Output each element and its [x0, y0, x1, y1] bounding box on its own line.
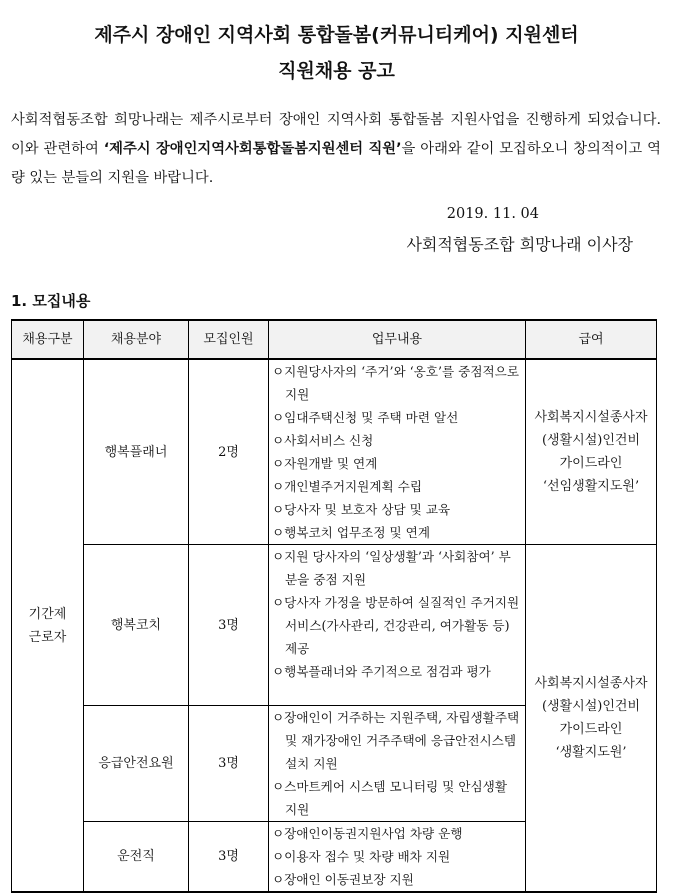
- field-cell: 행복코치: [84, 545, 189, 706]
- intro-paragraph: [11, 106, 661, 193]
- duty-item: ㅇ장애인 이동권보장 지원: [272, 872, 414, 887]
- header-field: 채용분야: [84, 320, 189, 359]
- salary-cell: 사회복지시설종사자 (생활시설)인건비 가이드라인 ‘생활지도원’: [526, 545, 657, 893]
- intro-text-1: 사회적협동조합 희망나래는 제주시로부터 장애인 지역사회 통합돌봄 지원사업을 진행하게 되었습니다. 이와 관련하여: [11, 112, 661, 157]
- header-duties: 업무내용: [269, 320, 526, 359]
- intro-text-2: 을 아래와 같이 모집하오니 창의적이고 역량 있는 분들의 지원을 바랍니다.: [11, 141, 661, 186]
- organization-signature: 사회적협동조합 희망나래 이사장: [406, 235, 633, 254]
- page-title: 제주시 장애인 지역사회 통합돌봄(커뮤니티케어) 지원센터: [94, 24, 579, 46]
- duty-item: ㅇ행복코치 업무조정 및 연계: [272, 525, 430, 540]
- duty-item: ㅇ당사자 가정을 방문하여 실질적인 주거지원서비스(가사관리, 건강관리, 여가활동 등)제공: [272, 595, 520, 656]
- salary-cell: 사회복지시설종사자 (생활시설)인건비 가이드라인 ‘선임생활지도원’: [526, 359, 657, 545]
- header-salary: 급여: [526, 320, 657, 359]
- header-count: 모집인원: [189, 320, 269, 359]
- duties-cell: [269, 822, 526, 893]
- count-cell: 3명: [189, 706, 269, 822]
- duty-item: ㅇ지원 당사자의 ‘일상생활’과 ‘사회참여’ 부분을 중점 지원: [272, 549, 511, 587]
- table-header-row: [12, 320, 657, 359]
- duty-item: ㅇ장애인이 거주하는 지원주택, 자립생활주택 및 재가장애인 거주주택에 응급안전시스템 설치 지원: [272, 710, 520, 771]
- duty-item: ㅇ사회서비스 신청: [272, 433, 374, 448]
- duty-item: ㅇ이용자 접수 및 차량 배차 지원: [272, 849, 451, 864]
- count-cell: 3명: [189, 822, 269, 893]
- duties-cell: [269, 545, 526, 706]
- table-row: [12, 359, 657, 545]
- count-cell: 2명: [189, 359, 269, 545]
- duty-item: ㅇ장애인이동권지원사업 차량 운행: [272, 826, 463, 841]
- table-row: [12, 545, 657, 706]
- count-cell: 3명: [189, 545, 269, 706]
- category-cell: 기간제 근로자: [12, 359, 84, 892]
- duty-item: ㅇ지원당사자의 ‘주거’와 ‘옹호’를 중점적으로 지원: [272, 364, 520, 402]
- duty-item: ㅇ스마트케어 시스템 모니터링 및 안심생활 지원: [272, 779, 507, 817]
- recruitment-table: [11, 319, 657, 893]
- header-category: 채용구분: [12, 320, 84, 359]
- duty-item: ㅇ개인별주거지원계획 수립: [272, 479, 422, 494]
- duty-item: ㅇ행복플래너와 주기적으로 점검과 평가: [272, 664, 491, 679]
- duty-item: ㅇ당사자 및 보호자 상담 및 교육: [272, 502, 451, 517]
- section-title: 1. 모집내용: [11, 292, 91, 310]
- duty-item: ㅇ자원개발 및 연계: [272, 456, 378, 471]
- duty-item: ㅇ임대주택신청 및 주택 마련 알선: [272, 410, 459, 425]
- announcement-date: 2019. 11. 04: [446, 206, 539, 222]
- field-cell: 행복플래너: [84, 359, 189, 545]
- page-subtitle: 직원채용 공고: [278, 60, 395, 82]
- duties-cell: [269, 359, 526, 545]
- intro-text-bold: ‘제주시 장애인지역사회통합돌봄지원센터 직원’: [103, 141, 402, 157]
- field-cell: 응급안전요원: [84, 706, 189, 822]
- field-cell: 운전직: [84, 822, 189, 893]
- duties-cell: [269, 706, 526, 822]
